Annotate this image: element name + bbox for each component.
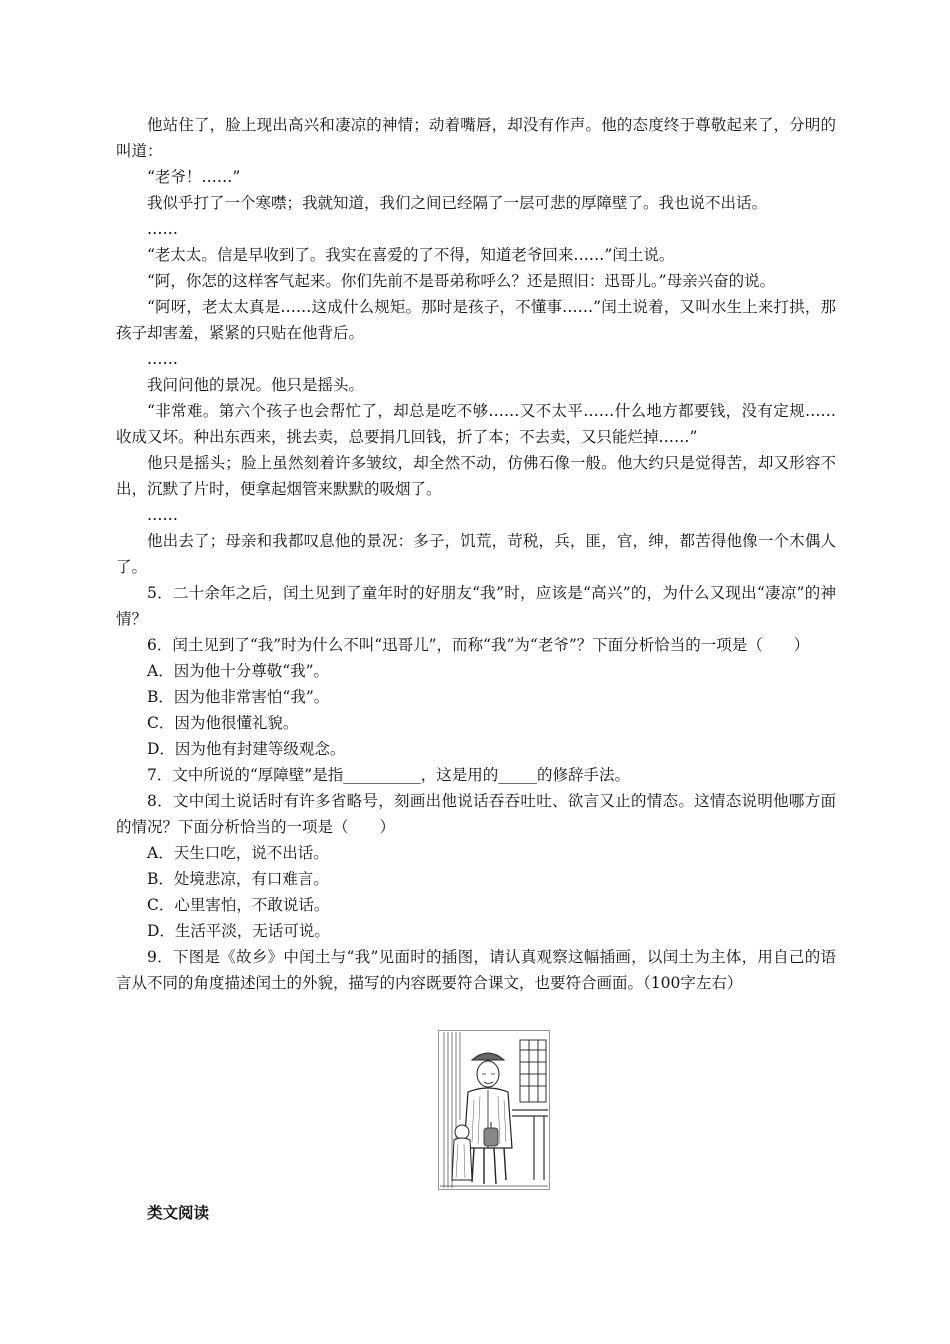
passage-ellipsis: …… bbox=[147, 220, 178, 238]
passage-ellipsis: …… bbox=[147, 506, 178, 524]
question-6-option: D．因为他有封建等级观念。 bbox=[147, 740, 346, 758]
passage-paragraph: 我问问他的景况。他只是摇头。 bbox=[147, 376, 365, 394]
passage-paragraph: 他站住了，脸上现出高兴和凄凉的神情；动着嘴唇，却没有作声。他的态度终于尊敬起来了，分明的叫道： bbox=[116, 116, 836, 160]
question-6-option: B．因为他非常害怕“我”。 bbox=[147, 688, 330, 706]
question-6: 6．闰土见到了“我”时为什么不叫“迅哥儿”，而称“我”为“老爷”？下面分析恰当的一项是（ ） bbox=[147, 636, 810, 654]
section-heading: 类文阅读 bbox=[147, 1204, 210, 1222]
document-body bbox=[116, 112, 836, 996]
question-8-option: B．处境悲凉，有口难言。 bbox=[147, 870, 329, 888]
illustration-runtu bbox=[438, 1030, 550, 1190]
passage-paragraph: “老太太。信是早收到了。我实在喜爱的了不得，知道老爷回来……”闰土说。 bbox=[147, 246, 675, 264]
question-6-option: C．因为他很懂礼貌。 bbox=[147, 714, 299, 732]
question-9: 9．下图是《故乡》中闰土与“我”见面时的插图，请认真观察这幅插画，以闰土为主体，用自己的语言从不同的角度描述闰土的外貌，描写的内容既要符合课文，也要符合画面。（100字左右） bbox=[116, 948, 836, 992]
passage-ellipsis: …… bbox=[147, 350, 178, 368]
question-8: 8．文中闰土说话时有许多省略号，刻画出他说话吞吞吐吐、欲言又止的情态。这情态说明他哪方面的情况？下面分析恰当的一项是（ ） bbox=[116, 792, 836, 836]
passage-paragraph: 他只是摇头；脸上虽然刻着许多皱纹，却全然不动，仿佛石像一般。他大约只是觉得苦，却又形容不出，沉默了片时，便拿起烟管来默默的吸烟了。 bbox=[116, 454, 836, 498]
question-7: 7．文中所说的“厚障壁”是指__________，这是用的_____的修辞手法。 bbox=[147, 766, 630, 784]
passage-paragraph: 我似乎打了一个寒噤；我就知道，我们之间已经隔了一层可悲的厚障壁了。我也说不出话。 bbox=[147, 194, 768, 212]
passage-paragraph: “非常难。第六个孩子也会帮忙了，却总是吃不够……又不太平……什么地方都要钱，没有定规……收成又坏。种出东西来，挑去卖，总要捐几回钱，折了本；不去卖，又只能烂掉……” bbox=[116, 402, 836, 446]
passage-paragraph: “阿，你怎的这样客气起来。你们先前不是哥弟称呼么？还是照旧：迅哥儿。”母亲兴奋的说。 bbox=[147, 272, 776, 290]
question-8-option: D．生活平淡，无话可说。 bbox=[147, 922, 330, 940]
question-8-option: C．心里害怕，不敢说话。 bbox=[147, 896, 330, 914]
passage-paragraph: “阿呀，老太太真是……这成什么规矩。那时是孩子，不懂事……”闰土说着，又叫水生上来打拱，那孩子却害羞，紧紧的只贴在他背后。 bbox=[116, 298, 836, 342]
passage-paragraph: 他出去了；母亲和我都叹息他的景况：多子，饥荒，苛税，兵，匪，官，绅，都苦得他像一个木偶人了。 bbox=[116, 532, 836, 576]
question-6-option: A．因为他十分尊敬“我”。 bbox=[147, 662, 330, 680]
question-8-option: A．天生口吃，说不出话。 bbox=[147, 844, 329, 862]
passage-paragraph: “老爷！……” bbox=[147, 168, 241, 186]
question-5: 5．二十余年之后，闰土见到了童年时的好朋友“我”时，应该是“高兴”的，为什么又现出“凄凉”的神情？ bbox=[116, 584, 836, 628]
illustration-drawing bbox=[438, 1030, 550, 1190]
